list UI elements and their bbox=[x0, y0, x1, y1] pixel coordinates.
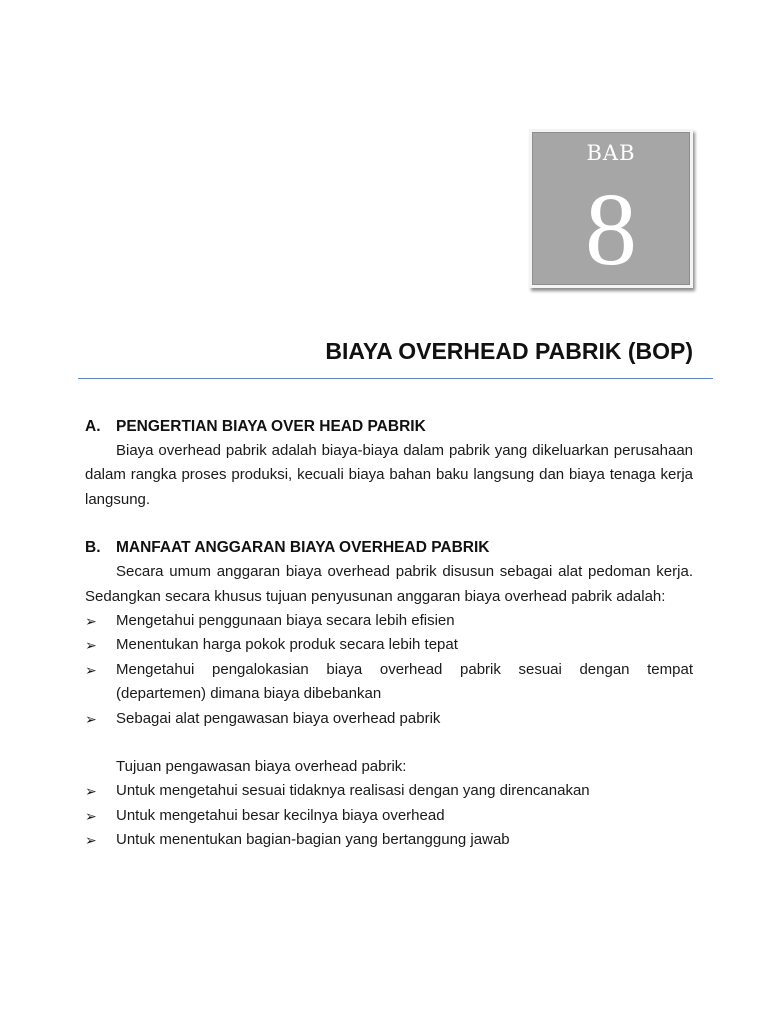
section-b bbox=[85, 536, 693, 852]
arrow-bullet-icon: ➢ bbox=[85, 710, 97, 727]
list-item bbox=[85, 658, 693, 707]
document-body bbox=[85, 415, 693, 853]
chapter-badge bbox=[529, 129, 693, 288]
list-item bbox=[85, 804, 693, 828]
title-divider bbox=[78, 378, 713, 379]
page-title: BIAYA OVERHEAD PABRIK (BOP) bbox=[325, 338, 693, 364]
list-item bbox=[85, 609, 693, 633]
arrow-bullet-icon: ➢ bbox=[85, 637, 97, 654]
section-b-paragraph: Secara umum anggaran biaya overhead pabrik disusun sebagai alat pedoman kerja. Sedangkan secara khusus tujuan penyusunan anggaran biaya overhead pabrik adalah: bbox=[85, 563, 693, 605]
section-b-title: MANFAAT ANGGARAN BIAYA OVERHEAD PABRIK bbox=[116, 539, 490, 557]
section-a-letter: A. bbox=[85, 418, 101, 435]
list-item-text: Untuk mengetahui besar kecilnya biaya overhead bbox=[116, 806, 445, 824]
list-item bbox=[85, 707, 693, 731]
section-a-title: PENGERTIAN BIAYA OVER HEAD PABRIK bbox=[116, 418, 426, 435]
arrow-bullet-icon: ➢ bbox=[85, 832, 97, 849]
benefits-list bbox=[85, 609, 693, 731]
list-item-text: Menentukan harga pokok produk secara lebih tepat bbox=[116, 636, 458, 654]
list-item bbox=[85, 633, 693, 657]
arrow-bullet-icon: ➢ bbox=[85, 661, 97, 678]
section-b-letter: B. bbox=[85, 539, 101, 557]
section-a-paragraph: Biaya overhead pabrik adalah biaya-biaya dalam pabrik yang dikeluarkan perusahaan dalam rangka proses produksi, kecuali biaya bahan baku langsung dan biaya tenaga kerja langsung. bbox=[85, 442, 693, 508]
section-b-heading bbox=[85, 536, 693, 560]
chapter-number: 8 bbox=[585, 172, 637, 287]
list-item-text: Untuk menentukan bagian-bagian yang bertanggung jawab bbox=[116, 831, 510, 849]
section-a bbox=[85, 415, 693, 512]
list-item-text: Mengetahui pengalokasian biaya overhead pabrik sesuai dengan tempat (departemen) dimana biaya dibebankan bbox=[116, 660, 693, 703]
arrow-bullet-icon: ➢ bbox=[85, 613, 97, 630]
list-item-text: Sebagai alat pengawasan biaya overhead pabrik bbox=[116, 709, 441, 727]
control-purpose-list bbox=[85, 779, 693, 852]
list-item-text: Mengetahui penggunaan biaya secara lebih efisien bbox=[116, 612, 455, 630]
list-item bbox=[85, 779, 693, 803]
list-item-text: Untuk mengetahui sesuai tidaknya realisasi dengan yang direncanakan bbox=[116, 782, 590, 800]
control-purpose-heading: Tujuan pengawasan biaya overhead pabrik: bbox=[116, 758, 407, 776]
section-a-heading bbox=[85, 415, 693, 439]
list-item bbox=[85, 828, 693, 852]
arrow-bullet-icon: ➢ bbox=[85, 783, 97, 800]
arrow-bullet-icon: ➢ bbox=[85, 807, 97, 824]
chapter-label: BAB bbox=[586, 141, 636, 165]
